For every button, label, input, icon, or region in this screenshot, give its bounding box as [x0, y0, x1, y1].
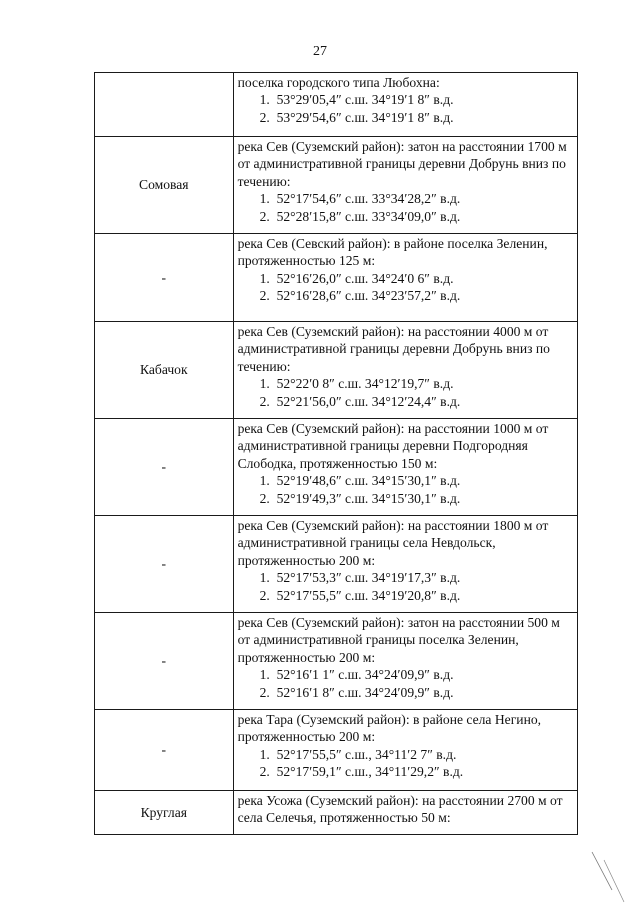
water-body-name — [95, 73, 234, 137]
coordinate-number: 2. — [259, 288, 270, 304]
coordinate-number: 1. — [259, 667, 270, 683]
location-cell — [233, 710, 577, 791]
table-row — [95, 137, 578, 234]
location-cell — [233, 137, 577, 234]
coordinate-value: 52°16′28,6″ с.ш. 34°23′57,2″ в.д. — [276, 288, 461, 304]
page-number: 27 — [313, 44, 327, 59]
location-cell — [233, 419, 577, 516]
coordinate-item — [260, 91, 573, 108]
coordinate-value: 52°28′15,8″ с.ш. 33°34′09,0″ в.д. — [276, 208, 461, 224]
table-row — [95, 613, 578, 710]
coordinate-value: 52°22′0 8″ с.ш. 34°12′19,7″ в.д. — [276, 376, 454, 392]
coordinate-value: 53°29′05,4″ с.ш. 34°19′1 8″ в.д. — [276, 92, 454, 108]
coordinate-value: 52°17′55,5″ с.ш., 34°11′2 7″ в.д. — [276, 746, 457, 762]
coordinate-item — [260, 763, 573, 780]
coordinates-list — [238, 472, 573, 507]
location-description: река Тара (Суземский район): в районе села Негино, протяженностью 200 м: — [237, 712, 542, 745]
table-row — [95, 516, 578, 613]
coordinate-number: 1. — [259, 92, 270, 108]
location-cell — [233, 234, 577, 322]
coordinate-number: 1. — [259, 376, 270, 392]
coordinate-number: 2. — [259, 208, 270, 224]
location-cell — [233, 322, 577, 419]
coordinate-item — [260, 746, 573, 763]
coordinate-number: 2. — [259, 490, 270, 506]
table-row — [95, 710, 578, 791]
coordinate-item — [260, 270, 573, 287]
coordinate-item — [260, 490, 573, 507]
coordinate-value: 52°16′1 8″ с.ш. 34°24′09,9″ в.д. — [276, 684, 454, 700]
water-body-name: Кабачок — [95, 322, 234, 419]
coordinate-item — [260, 472, 573, 489]
coordinate-item — [260, 287, 573, 304]
coordinate-number: 1. — [259, 270, 270, 286]
coordinate-value: 52°19′48,6″ с.ш. 34°15′30,1″ в.д. — [276, 473, 461, 489]
coordinates-list — [238, 190, 573, 225]
coordinate-item — [260, 208, 573, 225]
coordinates-list — [238, 375, 573, 410]
table-body — [95, 73, 578, 835]
coordinate-value: 52°17′53,3″ с.ш. 34°19′17,3″ в.д. — [276, 570, 461, 586]
location-cell — [233, 791, 577, 835]
water-body-name: - — [95, 234, 234, 322]
coordinate-value: 52°17′55,5″ с.ш. 34°19′20,8″ в.д. — [276, 587, 461, 603]
water-body-name: Сомовая — [95, 137, 234, 234]
coordinates-list — [238, 569, 573, 604]
coordinate-item — [260, 587, 573, 604]
water-body-name: - — [95, 516, 234, 613]
coordinate-item — [260, 109, 573, 126]
coordinate-number: 1. — [259, 191, 270, 207]
coordinate-number: 2. — [259, 393, 270, 409]
table-row — [95, 791, 578, 835]
coordinate-number: 2. — [259, 587, 270, 603]
coordinate-number: 1. — [259, 570, 270, 586]
water-body-name: - — [95, 613, 234, 710]
coordinate-item — [260, 684, 573, 701]
coordinate-value: 52°17′54,6″ с.ш. 33°34′28,2″ в.д. — [276, 191, 461, 207]
coordinate-item — [260, 190, 573, 207]
coordinate-item — [260, 569, 573, 586]
coordinate-value: 52°16′1 1″ с.ш. 34°24′09,9″ в.д. — [276, 667, 454, 683]
water-body-name: Круглая — [95, 791, 234, 835]
coordinate-item — [260, 666, 573, 683]
location-description: река Сев (Севский район): в районе поселка Зеленин, протяженностью 125 м: — [237, 236, 548, 269]
water-bodies-table — [94, 72, 578, 835]
coordinate-number: 2. — [259, 764, 270, 780]
location-cell — [233, 73, 577, 137]
table-row — [95, 322, 578, 419]
coordinates-list — [238, 666, 573, 701]
location-description: река Усожа (Суземский район): на расстоянии 2700 м от села Селечья, протяженностью 50 м: — [237, 793, 563, 826]
coordinate-number: 2. — [259, 684, 270, 700]
location-description: река Сев (Суземский район): на расстоянии 4000 м от административной границы деревни Добрунь вниз по течению: — [237, 324, 550, 374]
water-body-name: - — [95, 710, 234, 791]
location-description: река Сев (Суземский район): на расстоянии 1000 м от административной границы деревни Подгородняя Слободка, протяженностью 150 м: — [237, 421, 549, 471]
coordinate-value: 52°17′59,1″ с.ш., 34°11′29,2″ в.д. — [276, 764, 464, 780]
coordinates-list — [238, 91, 573, 126]
coordinate-number: 1. — [259, 746, 270, 762]
coordinate-item — [260, 375, 573, 392]
coordinate-item — [260, 393, 573, 410]
table-row — [95, 73, 578, 137]
coordinates-list — [238, 270, 573, 305]
location-cell — [233, 516, 577, 613]
scan-artifact-mark — [590, 850, 630, 905]
coordinate-value: 52°16′26,0″ с.ш. 34°24′0 6″ в.д. — [276, 270, 454, 286]
table-row — [95, 419, 578, 516]
coordinate-number: 1. — [259, 473, 270, 489]
water-body-name: - — [95, 419, 234, 516]
location-description: река Сев (Суземский район): затон на расстоянии 1700 м от административной границы деревни Добрунь вниз по течению: — [237, 139, 567, 189]
coordinate-number: 2. — [259, 109, 270, 125]
location-description: река Сев (Суземский район): на расстоянии 1800 м от административной границы села Невдольск, протяженностью 200 м: — [237, 518, 549, 568]
coordinate-value: 53°29′54,6″ с.ш. 34°19′1 8″ в.д. — [276, 109, 454, 125]
table-row — [95, 234, 578, 322]
coordinate-value: 52°19′49,3″ с.ш. 34°15′30,1″ в.д. — [276, 490, 461, 506]
location-cell — [233, 613, 577, 710]
location-description: река Сев (Суземский район): затон на расстоянии 500 м от административной границы поселка Зеленин, протяженностью 200 м: — [237, 615, 560, 665]
coordinates-list — [238, 746, 573, 781]
location-description: поселка городского типа Любохна: — [237, 75, 440, 90]
coordinate-value: 52°21′56,0″ с.ш. 34°12′24,4″ в.д. — [276, 393, 461, 409]
